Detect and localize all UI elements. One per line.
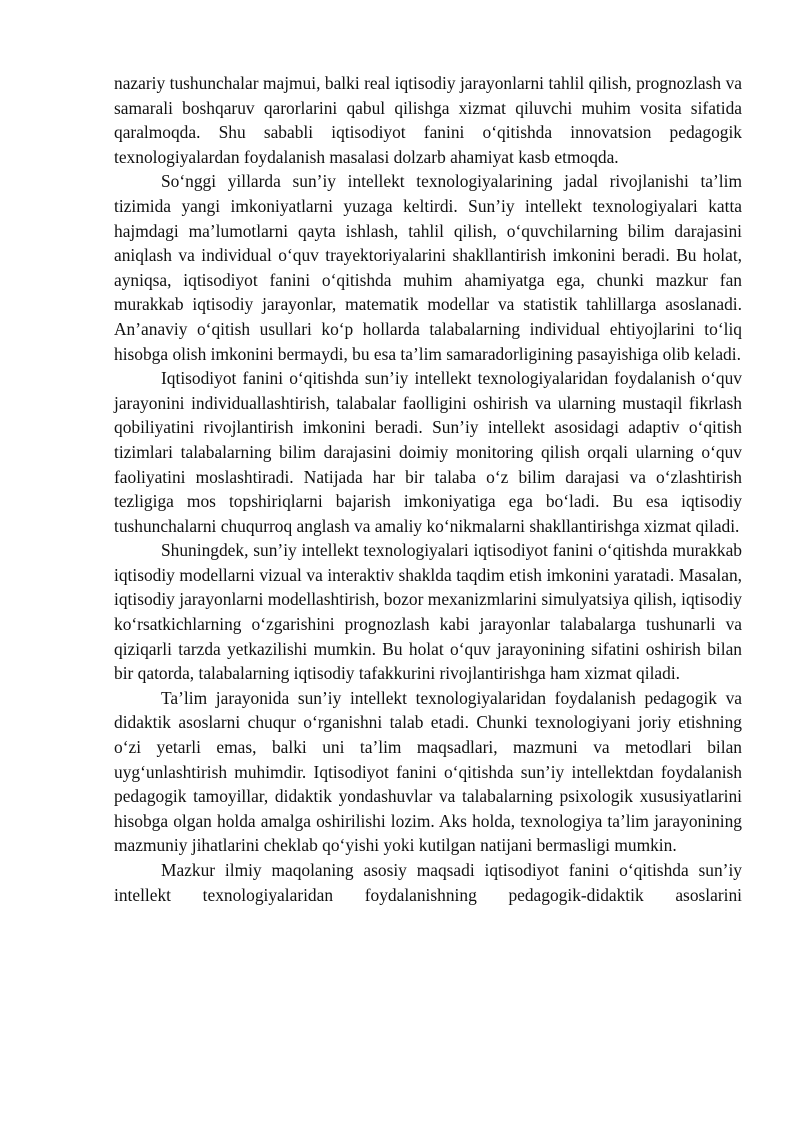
paragraph-continuation: nazariy tushunchalar majmui, balki real iqtisodiy jarayonlarni tahlil qilish, prognozlash va samarali boshqaruv qarorlarini qabul qilishga xizmat qiluvchi muhim vosita sifatida qaralmoqda. Shu sababli iqtisodiyot fanini o‘qitishda innovatsion pedagogik texnologiyalardan foydalanish masalasi dolzarb ahamiyat kasb etmoqda. xyxy=(114,73,742,167)
paragraph-pedagogical-basis: Ta’lim jarayonida sun’iy intellekt texnologiyalaridan foydalanish pedagogik va didaktik asoslarni chuqur o‘rganishni talab etadi. Chunki texnologiyani joriy etishning o‘zi yetarli emas, balki uni ta’lim maqsadlari, mazmuni va metodlari bilan uyg‘unlashtirish muhimdir. Iqtisodiyot fanini o‘qitishda sun’iy intellektdan foydalanish pedagogik tamoyillar, didaktik yondashuvlar va talabalarning psixologik xususiyatlarini hisobga olgan holda amalga oshirilishi lozim. Aks holda, texnologiya ta’lim jarayonining mazmuniy jihatlarini cheklab qo‘yishi yoki kutilgan natijani bermasligi mumkin. xyxy=(114,687,742,856)
paragraph-visual-modeling: Shuningdek, sun’iy intellekt texnologiyalari iqtisodiyot fanini o‘qitishda murakkab iqtisodiy modellarni vizual va interaktiv shaklda taqdim etish imkonini yaratadi. Masalan, iqtisodiy jarayonlarni modellashtirish, bozor mexanizmlarini simulyatsiya qilish, iqtisodiy ko‘rsatkichlarning o‘zgarishini prognozlash kabi jarayonlar talabalarga tushunarli va qiziqarli tarzda yetkazilishi mumkin. Bu holat o‘quv jarayonining sifatini oshirish bilan bir qatorda, talabalarning iqtisodiy tafakkurini rivojlantirishga ham xizmat qiladi. xyxy=(114,540,742,684)
document-page xyxy=(114,71,742,907)
paragraph-article-aim: Mazkur ilmiy maqolaning asosiy maqsadi iqtisodiyot fanini o‘qitishda sun’iy intellekt texnologiyalaridan foydalanishning pedagogik-didaktik asoslarini xyxy=(114,860,742,905)
paragraph-individualization: Iqtisodiyot fanini o‘qitishda sun’iy intellekt texnologiyalaridan foydalanish o‘quv jarayonini individuallashtirish, talabalar faolligini oshirish va ularning mustaqil fikrlash qobiliyatini rivojlantirish imkonini beradi. Sun’iy intellekt asosidagi adaptiv o‘qitish tizimlari talabalarning bilim darajasini doimiy monitoring qilish orqali ularning o‘quv faoliyatini moslashtiradi. Natijada har bir talaba o‘z bilim darajasi va o‘zlashtirish tezligiga mos topshiriqlarni bajarish imkoniyatiga ega bo‘ladi. Bu esa iqtisodiy tushunchalarni chuqurroq anglash va amaliy ko‘nikmalarni shakllantirishga xizmat qiladi. xyxy=(114,368,742,536)
paragraph-ai-development: So‘nggi yillarda sun’iy intellekt texnologiyalarining jadal rivojlanishi ta’lim tizimida yangi imkoniyatlarni yuzaga keltirdi. Sun’iy intellekt texnologiyalari katta hajmdagi ma’lumotlarni qayta ishlash, tahlil qilish, o‘quvchilarning bilim darajasini aniqlash va individual o‘quv trayektoriyalarini shakllantirish imkonini beradi. Bu holat, ayniqsa, iqtisodiyot fanini o‘qitishda muhim ahamiyatga ega, chunki mazkur fan murakkab iqtisodiy jarayonlar, matematik modellar va statistik tahlillarga asoslanadi. An’anaviy o‘qitish usullari ko‘p hollarda talabalarning individual ehtiyojlarini to‘liq hisobga olish imkonini bermaydi, bu esa ta’lim samaradorligining pasayishiga olib keladi. xyxy=(114,171,742,364)
